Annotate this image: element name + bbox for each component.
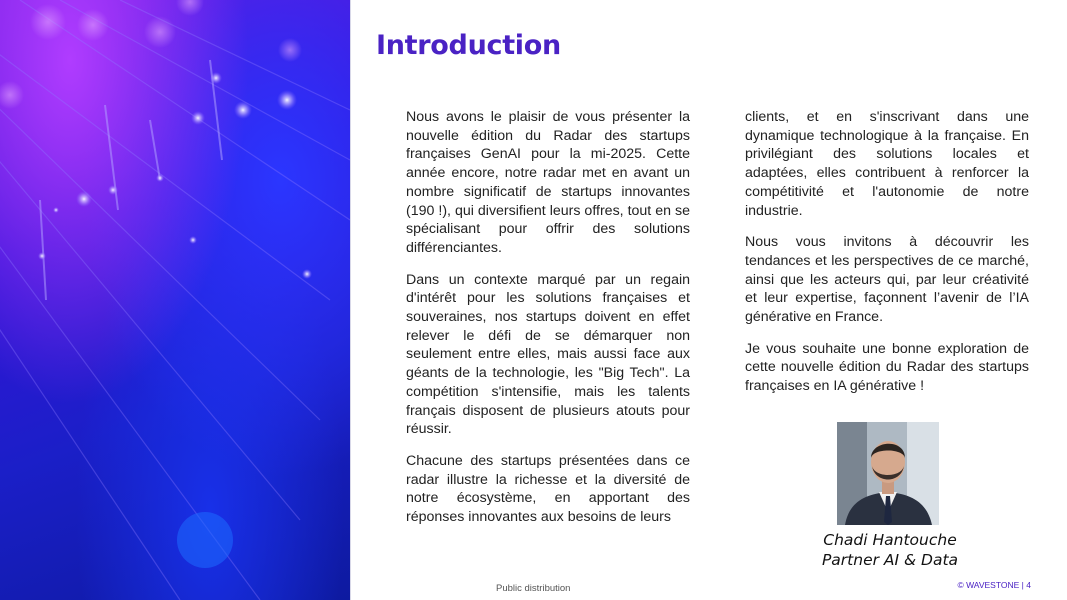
- intro-paragraph: Je vous souhaite une bonne exploration de cette nouvelle édition du Radar des startups françaises en IA générative !: [745, 340, 1029, 395]
- intro-paragraph: Nous avons le plaisir de vous présenter la nouvelle édition du Radar des startups françaises GenAI pour la mi-2025. Cette année encore, notre radar met en avant un nombre significatif de startups innovantes (190 !), qui diversifient leurs offres, tout en se spécialisant pour offrir des solutions différenciantes.: [406, 109, 690, 256]
- author-name: Chadi Hantouche: [823, 531, 957, 549]
- intro-text-right-column: [745, 108, 1029, 409]
- page-title: Introduction: [376, 30, 561, 61]
- footer-copyright: [957, 580, 1031, 590]
- person-portrait-graphic: [837, 422, 939, 525]
- intro-paragraph: Dans un contexte marqué par un regain d'intérêt pour les solutions françaises et souveraines, nos startups doivent en effet relever le défi de se démarquer non seulement entre elles, mais aussi face aux géants de la technologie, les "Big Tech". La compétition s'intensifie, mais les talents français disposent de plusieurs atouts pour réussir.: [406, 271, 690, 438]
- fiber-optic-hero-image: [0, 0, 350, 600]
- vertical-divider: [350, 0, 351, 600]
- intro-paragraph: Chacune des startups présentées dans ce radar illustre la richesse et la diversité de notre écosystème, en apportant des réponses innovantes aux besoins de leurs: [406, 452, 690, 526]
- classification-label: Public distribution: [496, 583, 571, 594]
- copyright-text: © WAVESTONE: [957, 580, 1020, 590]
- intro-paragraph: clients, et en s'inscrivant dans une dynamique technologique à la française. En privilégiant des solutions locales et adaptées, elles contribuent à renforcer la compétitivité et l'autonomie de notre industrie.: [745, 109, 1029, 219]
- intro-paragraph: Nous vous invitons à découvrir les tendances et les perspectives de ce marché, ainsi que les acteurs qui, par leur créativité et leur expertise, façonnent l’avenir de l’IA générative en France.: [745, 234, 1029, 326]
- fiber-light-lines-graphic: [0, 0, 350, 600]
- footer-separator: |: [1021, 580, 1024, 590]
- page-number: 4: [1026, 580, 1031, 590]
- author-portrait-photo: [837, 422, 939, 525]
- author-role: Partner AI & Data: [821, 551, 959, 569]
- intro-text-left-column: [406, 108, 690, 540]
